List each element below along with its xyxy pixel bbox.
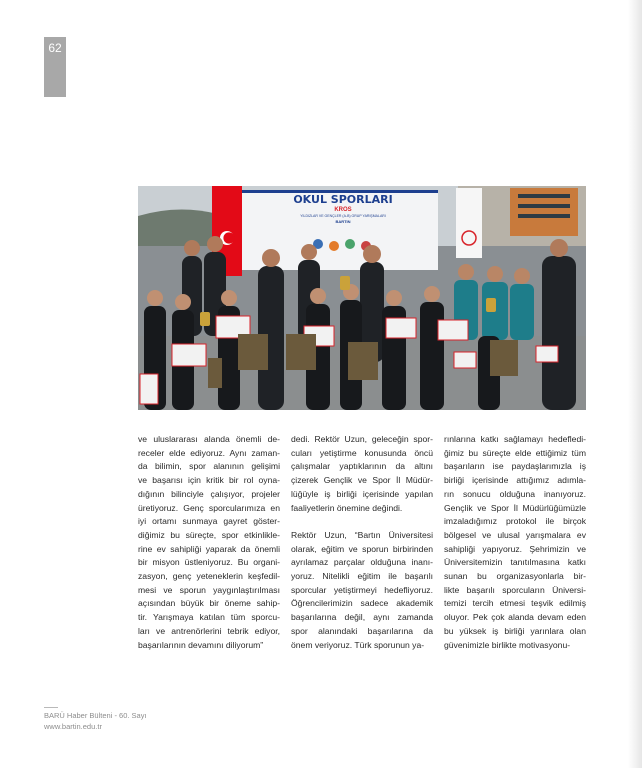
text-line: mesi ve sporun yaygınlaştırılması	[138, 584, 280, 595]
banner-city: BARTIN	[335, 219, 351, 224]
banner-title: OKUL SPORLARI	[293, 193, 393, 206]
text-line: lüğüyle iş birliği içerisinde yapılan	[291, 488, 433, 499]
text-line: tir. Yarışmaya katılan tüm sporcu-	[138, 612, 280, 623]
banner-subtitle: KROS	[334, 207, 352, 213]
page-edge-shadow	[628, 0, 642, 768]
text-line: ve başarısı için kritik bir rol oyna-	[138, 475, 280, 486]
page-number: 62	[48, 41, 62, 55]
text-line: oluyor. Pek çok alanda devam eden	[444, 612, 586, 623]
text-line: spor alanındaki başarılarına da	[291, 625, 433, 636]
text-line: çizerek Gençlik ve Spor İl Müdür-	[291, 475, 433, 486]
text-line: Üniversitemizin tanıtılmasına katkı	[444, 557, 586, 568]
text-line: diğimiz bu süreçte, spor etkinlikle-	[138, 529, 280, 540]
text-line: sporcular yetiştirmeyi hedefliyoruz.	[291, 584, 433, 595]
text-line: zasyon, genç yeteneklerin keşfedil-	[138, 571, 280, 582]
text-line: birliği içerisinde attığımız adımla-	[444, 475, 586, 486]
text-line: bu yüksek iş birliği yarınlara olan	[444, 625, 586, 636]
text-line: açısından büyük bir öneme sahip-	[138, 598, 280, 609]
article-column-2	[291, 433, 433, 652]
text-line: Rektör Uzun, “Bartın Üniversitesi	[291, 529, 433, 540]
text-line: sunan bu organizasyonlarla bir-	[444, 571, 586, 582]
text-line: olarak, eğitim ve sporun birbirinden	[291, 543, 433, 554]
text-line: bölgesel ve ulusal yarışmalara ev	[444, 529, 586, 540]
banner-caption: YILDIZLAR VE GENÇLER (A-B) GRUP YARIŞMALARI	[300, 214, 386, 218]
article-paragraph	[138, 433, 280, 652]
text-line: ları ve antrenörlerini tebrik ediyor,	[138, 625, 280, 636]
text-line: ve uluslararası alanda önemli de-	[138, 434, 280, 444]
text-line: rınlarına katkı sağlamayı hedefledi-	[444, 434, 586, 444]
page-number-badge	[44, 37, 66, 97]
text-line: imzaladığımız protokol ile birçok	[444, 516, 586, 527]
text-line: sahipliği yapıyoruz. Şehrimizin ve	[444, 543, 586, 554]
footer-website: www.bartin.edu.tr	[44, 722, 102, 731]
text-line: başarılarına değil, aynı zamanda	[291, 612, 433, 623]
text-line: ayrılamaz parçalar olduğuna inanı-	[291, 557, 433, 568]
text-line: bir misyon üstleniyoruz. Bu organi-	[138, 557, 280, 568]
text-line: yoruz. Nitelikli eğitim ile başarılı	[291, 571, 433, 582]
text-line: cuları yetiştirme konusunda öncü	[291, 447, 433, 458]
text-line: da bilimin, spor alanının gelişimi	[138, 461, 280, 472]
text-line: Öğrencilerimizin sadece akademik	[291, 598, 433, 609]
text-line: güvenimizle birlikte motivasyonu-	[444, 639, 571, 650]
text-line: başarıların ise paydaşlarımızla iş	[444, 461, 586, 472]
text-line: ğimiz bu süreçte elde ettiğimiz tüm	[444, 447, 586, 458]
text-line: başarılarının devamını diliyorum”	[138, 639, 264, 650]
footer-publication: BARÜ Haber Bülteni - 60. Sayı	[44, 711, 147, 720]
article-column-1	[138, 433, 280, 652]
article-paragraph	[291, 529, 433, 652]
footer-rule	[44, 707, 58, 708]
text-line: Gençlik ve Spor İl Müdürlüğümüzle	[444, 502, 586, 513]
text-line: üretiyoruz. Genç sporcularımıza en	[138, 502, 280, 513]
text-line: dığının bilinciyle çalışıyor, projeler	[138, 488, 280, 499]
text-line: rine ev sahipliği yaparak da önemli	[138, 543, 280, 554]
article-column-3	[444, 433, 586, 652]
text-line: önem veriyoruz. Türk sporunun ya-	[291, 639, 425, 650]
article-paragraph	[444, 433, 586, 652]
article-paragraph	[291, 433, 433, 515]
text-line: temizi tercih etmesi teşvik edilmiş	[444, 598, 586, 609]
text-line: receler elde ediyoruz. Aynı zaman-	[138, 447, 280, 458]
text-line: dedi. Rektör Uzun, geleceğin spor-	[291, 434, 433, 444]
text-line: rın sonucu olduğuna inanıyoruz.	[444, 488, 586, 499]
text-line: likte başarılı sporcuların Üniversi-	[444, 584, 586, 595]
text-line: faaliyetlerin önemine değindi.	[291, 502, 403, 513]
text-line: iyi ortamı sunmaya gayret göster-	[138, 516, 280, 527]
text-line: çalışmalar yaptıklarının da altını	[291, 461, 433, 472]
